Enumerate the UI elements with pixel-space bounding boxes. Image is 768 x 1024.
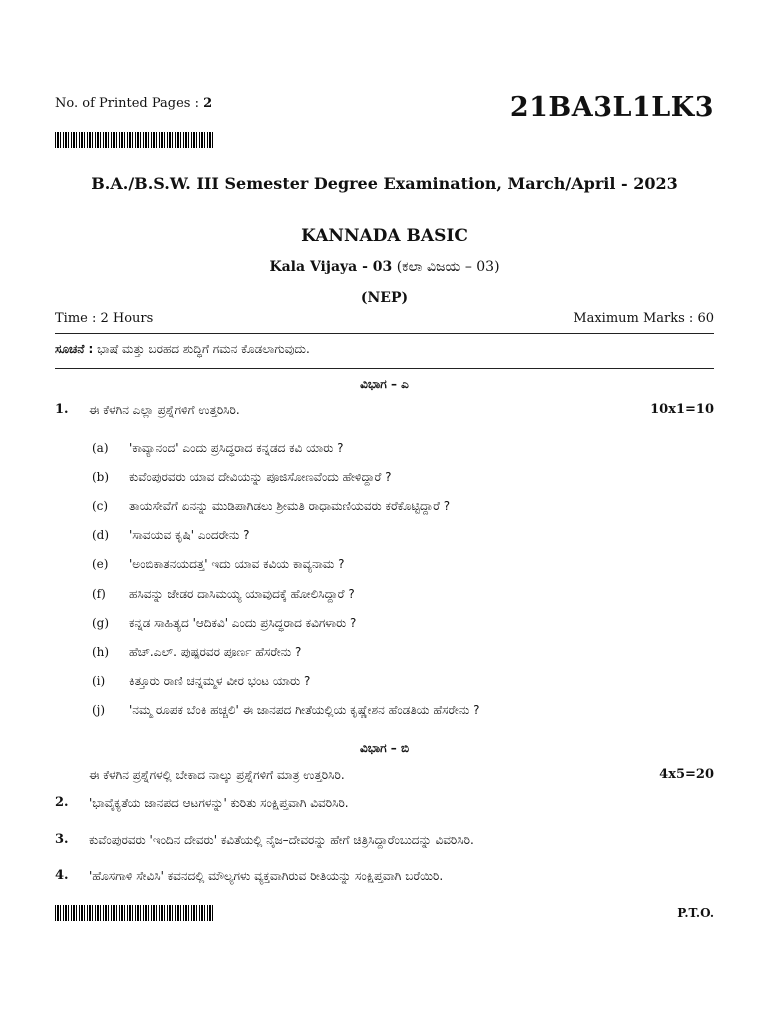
section-b-instruction: ಈ ಕೆಳಗಿನ ಪ್ರಶ್ನೆಗಳಲ್ಲಿ ಬೇಕಾದ ನಾಲ್ಕು ಪ್ರಶ್ನೆಗಳಿಗೆ ಮಾತ್ರ ಉತ್ತರಿಸಿರಿ. [89, 768, 345, 782]
barcode-bottom [55, 905, 213, 921]
instruction-label: ಸೂಚನೆ : [55, 342, 94, 356]
question-text: 'ಹೊಸಗಾಳಿ ಸೇವಿಸಿ' ಕವನದಲ್ಲಿ ಮೌಲ್ಯಗಳು ವ್ಯಕ್ತವಾಗಿರುವ ರೀತಿಯನ್ನು ಸಂಕ್ಷಿಪ್ತವಾಗಿ ಬರೆಯಿರಿ. [89, 869, 444, 883]
sub-question-text: ತಾಯಸೇವೆಗೆ ಏನನ್ನು ಮುಡಿಪಾಗಿಡಲು ಶ್ರೀಮತಿ ರಾಧಾಮಣಿಯವರು ಕರೆಕೊಟ್ಟಿದ್ದಾರೆ ? [129, 499, 451, 513]
sub-question-text: ಕನ್ನಡ ಸಾಹಿತ್ಯದ 'ಆದಿಕವಿ' ಎಂದು ಪ್ರಸಿದ್ಧರಾದ ಕವಿಗಳಾರು ? [129, 616, 357, 630]
sub-question-label: (e) [92, 557, 109, 571]
sub-question-label: (g) [92, 616, 110, 630]
instruction-text: ಭಾಷೆ ಮತ್ತು ಬರಹದ ಶುದ್ಧಿಗೆ ಗಮನ ಕೊಡಲಾಗುವುದು. [93, 342, 310, 356]
paper-title-en: Kala Vijaya - 03 [269, 259, 393, 275]
paper-title [55, 259, 714, 275]
exam-title: B.A./B.S.W. III Semester Degree Examination, March/April - 2023 [91, 174, 678, 193]
question-number: 1. [55, 402, 69, 417]
question-number: 3. [55, 832, 69, 847]
sub-question-text: 'ಸಾವಯವ ಕೃಷಿ' ಎಂದರೇನು ? [129, 528, 250, 542]
question-text: ಈ ಕೆಳಗಿನ ಎಲ್ಲಾ ಪ್ರಶ್ನೆಗಳಿಗೆ ಉತ್ತರಿಸಿರಿ. [89, 403, 240, 417]
sub-question-text: ಹೆಚ್.ಎಲ್. ಪುಷ್ಪರವರ ಪೂರ್ಣ ಹೆಸರೇನು ? [129, 645, 302, 659]
sub-question [92, 557, 344, 572]
sub-question-text: 'ನಮ್ಮ ರೂಪಕ ಬೆಂಕಿ ಹಚ್ಚಲಿ' ಈ ಜಾನಪದ ಗೀತೆಯಲ್ಲಿಯ ಕೃಷ್ಣೇಶನ ಹೆಂಡತಿಯ ಹೆಸರೇನು ? [129, 703, 480, 717]
sub-question-label: (a) [92, 441, 109, 455]
barcode-top [55, 132, 213, 148]
sub-question-label: (b) [92, 470, 110, 484]
sub-question [92, 674, 310, 689]
question-text: ಕುವೆಂಪುರವರು 'ಇಂದಿನ ದೇವರು' ಕವಿತೆಯಲ್ಲಿ ನೈಜ–ದೇವರನ್ನು ಹೇಗೆ ಚಿತ್ರಿಸಿದ್ದಾರೆಂಬುದನ್ನು ವಿವರಿಸಿರಿ. [89, 833, 474, 847]
sub-question [92, 703, 479, 718]
sub-question [92, 645, 301, 660]
pto-label: P.T.O. [677, 906, 714, 920]
sub-question [92, 616, 356, 631]
sub-question-text: 'ಕಾವ್ಯಾನಂದ' ಎಂದು ಪ್ರಸಿದ್ಧರಾದ ಕನ್ನಡದ ಕವಿ ಯಾರು ? [129, 441, 344, 455]
sub-question-text: ಹಸಿವನ್ನು ಜೇಡರ ದಾಸಿಮಯ್ಯ ಯಾವುದಕ್ಕೆ ಹೋಲಿಸಿದ್ದಾರೆ ? [129, 587, 355, 601]
sub-question-label: (j) [92, 703, 106, 717]
sub-question [92, 470, 392, 485]
exam-page [55, 0, 714, 1024]
divider-bottom [55, 368, 714, 369]
sub-question-label: (c) [92, 499, 109, 513]
paper-title-kn: (ಕಲಾ ವಿಜಯ – 03) [392, 259, 500, 275]
section-b-marks: 4x5=20 [659, 767, 714, 782]
printed-pages [55, 96, 212, 111]
instruction-note [55, 342, 310, 357]
section-a-heading: ವಿಭಾಗ – ಎ [360, 377, 409, 391]
sub-question-label: (d) [92, 528, 110, 542]
sub-question-text: ಕುವೆಂಪುರವರು ಯಾವ ದೇವಿಯನ್ನು ಪೂಜಿಸೋಣವೆಂದು ಹೇಳಿದ್ದಾರೆ ? [129, 470, 392, 484]
max-marks: Maximum Marks : 60 [573, 311, 714, 326]
printed-pages-label: No. of Printed Pages : [55, 96, 204, 111]
sub-question-text: 'ಅಂಬಿಕಾತನಯದತ್ತ' ಇದು ಯಾವ ಕವಿಯ ಕಾವ್ಯನಾಮ ? [129, 557, 345, 571]
sub-question [92, 441, 344, 456]
time-allowed: Time : 2 Hours [55, 311, 154, 326]
sub-question [92, 499, 450, 514]
subject-title: KANNADA BASIC [301, 226, 468, 246]
sub-question-label: (i) [92, 674, 106, 688]
sub-question-label: (f) [92, 587, 106, 601]
scheme-label: (NEP) [360, 290, 409, 306]
section-b-heading: ವಿಭಾಗ – ಬಿ [359, 741, 410, 755]
question-number: 4. [55, 868, 69, 883]
paper-code: 21BA3L1LK3 [509, 92, 714, 123]
sub-question [92, 528, 250, 543]
question-text: 'ಭಾವೈಕ್ಯತೆಯ ಜಾನಪದ ಆಟಗಳನ್ನು' ಕುರಿತು ಸಂಕ್ಷಿಪ್ತವಾಗಿ ವಿವರಿಸಿರಿ. [89, 796, 349, 810]
sub-question [92, 587, 355, 602]
sub-question-label: (h) [92, 645, 110, 659]
question-number: 2. [55, 795, 69, 810]
sub-question-text: ಕಿತ್ತೂರು ರಾಣಿ ಚನ್ನಮ್ಮಳ ವೀರ ಭಂಟ ಯಾರು ? [129, 674, 311, 688]
printed-pages-value: 2 [203, 96, 213, 111]
divider-top [55, 333, 714, 334]
question-marks: 10x1=10 [650, 402, 714, 417]
